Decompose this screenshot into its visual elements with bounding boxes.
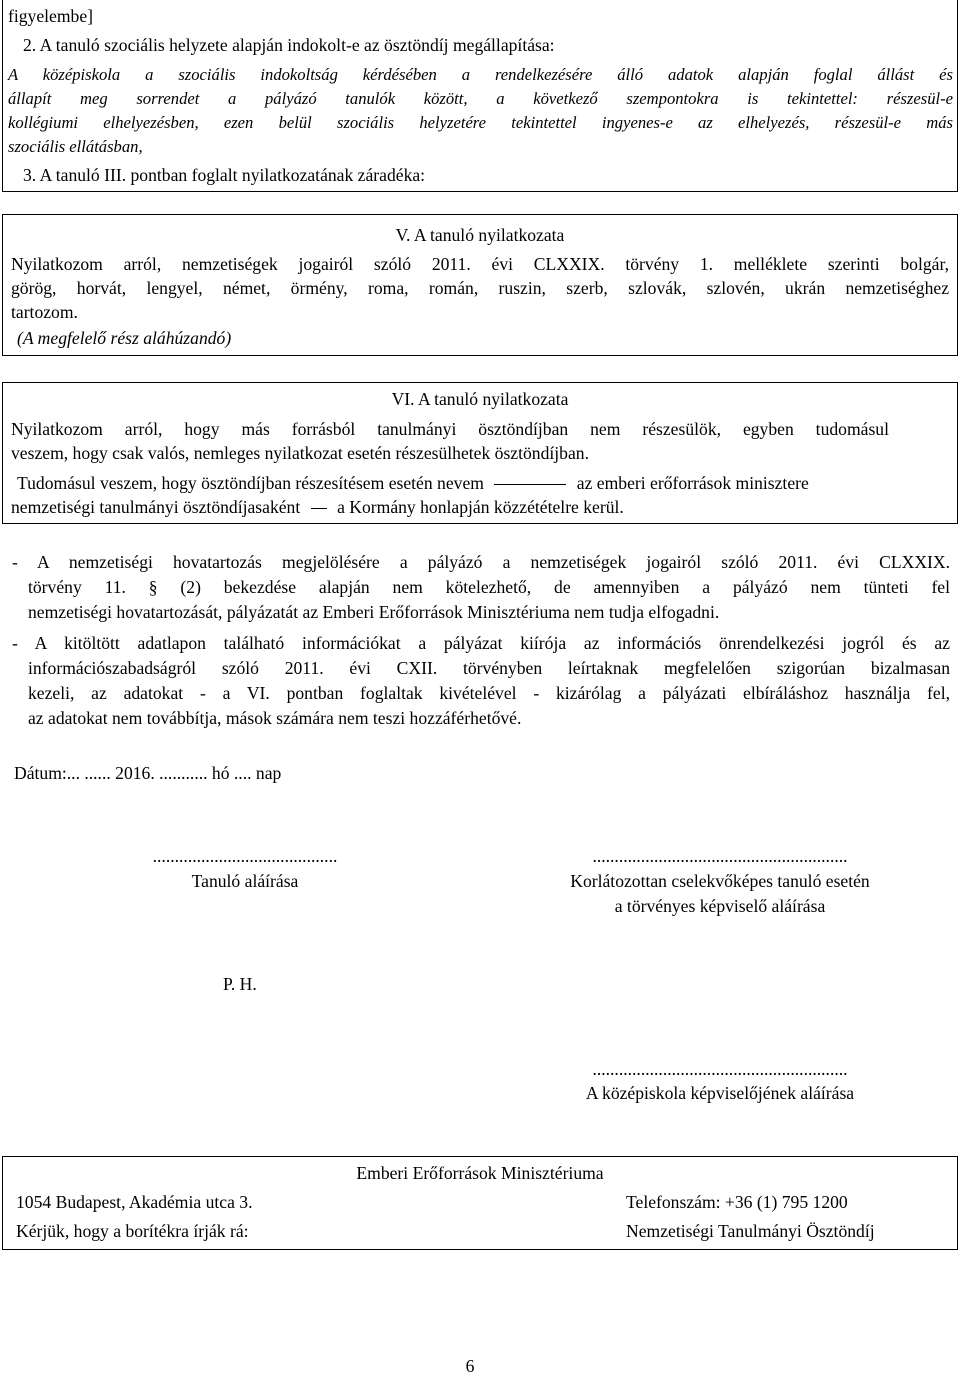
- nationality-line-1: Nyilatkozom arról, nemzetiségek jogairól szóló 2011. évi CLXXIX. törvény 1. melléklete szerinti bolgár,: [11, 254, 949, 274]
- underline-note: (A megfelelő rész aláhúzandó): [17, 328, 232, 348]
- nationality-line-2: görög, horvát, lengyel, német, örmény, roma, román, ruszin, szerb, szlovák, szlovén, ukrán nemzetiséghez: [11, 278, 949, 298]
- question-3: 3. A tanuló III. pontban foglalt nyilatkozatának záradéka:: [23, 165, 426, 185]
- note-1-line-3: nemzetiségi hovatartozását, pályázatát az Emberi Erőforrások Minisztériuma nem tudja elfogadni.: [28, 602, 720, 622]
- page-number: 6: [465, 1356, 475, 1376]
- guardian-signature-dots: ..........................................................: [592, 846, 848, 866]
- dash-rule: [311, 508, 327, 509]
- date-line: Dátum:... ...... 2016. ........... hó .... nap: [14, 763, 282, 783]
- student-signature-label: Tanuló aláírása: [191, 871, 299, 891]
- guardian-signature-label-1: Korlátozottan cselekvőképes tanuló esetén: [570, 871, 870, 891]
- section-box-scholarship: [2, 382, 958, 524]
- envelope-instruction: Kérjük, hogy a borítékra írják rá:: [16, 1221, 249, 1241]
- note-1-line-2: törvény 11. § (2) bekezdése alapján nem kötelezhető, de amennyiben a pályázó nem tünteti fel: [28, 577, 950, 597]
- publication-text-a: Tudomásul veszem, hogy ösztöndíjban részesítésem esetén nevem: [17, 473, 484, 493]
- publication-line-2: [11, 496, 624, 518]
- publication-text-b: az emberi erőforrások minisztere: [576, 473, 809, 493]
- italic-line-1: A középiskola a szociális indokoltság kérdésében a rendelkezésére álló adatok alapján foglal állást és: [8, 65, 953, 84]
- student-signature-dots: ..........................................: [152, 846, 338, 866]
- note-2-line-4: az adatokat nem továbbítja, mások számára nem teszi hozzáférhetővé.: [28, 708, 522, 728]
- question-2: 2. A tanuló szociális helyzete alapján indokolt-e az ösztöndíj megállapítása:: [23, 35, 555, 55]
- ministry-address-box: [2, 1156, 958, 1250]
- italic-line-3: kollégiumi elhelyezésben, ezen belül szociális helyzetére tekintettel ingyenes-e az elhelyezés, részesül-e más: [8, 113, 953, 132]
- publication-text-d: a Kormány honlapján közzétételre kerül.: [337, 497, 624, 517]
- note-1-line-1: - A nemzetiségi hovatartozás megjelölésére a pályázó a nemzetiségek jogairól szóló 2011. évi CLXXIX.: [12, 552, 950, 572]
- publication-line-1: [17, 472, 809, 494]
- note-2-line-2: információszabadságról szóló 2011. évi CXII. törvényben leírtaknak megfelelően szigorúan bizalmasan: [28, 658, 950, 678]
- section-v-title: V. A tanuló nyilatkozata: [395, 225, 565, 245]
- ministry-address: 1054 Budapest, Akadémia utca 3.: [16, 1192, 253, 1212]
- section-box-social: [2, 0, 958, 192]
- statement-line-2: veszem, hogy csak valós, nemleges nyilatkozat esetén részesülhetek ösztöndíjban.: [11, 443, 589, 463]
- school-signature-dots: ..........................................................: [592, 1059, 848, 1079]
- section-box-nationality: [2, 214, 958, 356]
- text-figyelembe: figyelembe]: [8, 6, 93, 26]
- italic-line-2: állapít meg sorrendet a pályázó tanulók között, a következő szempontokra is tekintettel: részesül-e: [8, 89, 953, 108]
- envelope-text: Nemzetiségi Tanulmányi Ösztöndíj: [626, 1221, 875, 1241]
- italic-line-4: szociális ellátásban,: [8, 137, 143, 156]
- note-2-line-1: - A kitöltött adatlapon található információkat a pályázat kiírója az információs önrendelkezési jogról és az: [12, 633, 950, 653]
- dash-rule: [494, 484, 566, 485]
- school-signature-label: A középiskola képviselőjének aláírása: [585, 1083, 855, 1103]
- statement-line-1: Nyilatkozom arról, hogy más forrásból tanulmányi ösztöndíjban nem részesülök, egyben tudomásul: [11, 419, 889, 439]
- nationality-line-3: tartozom.: [11, 302, 78, 322]
- guardian-signature-label-2: a törvényes képviselő aláírása: [614, 896, 826, 916]
- ministry-phone: Telefonszám: +36 (1) 795 1200: [626, 1192, 848, 1212]
- publication-text-c: nemzetiségi tanulmányi ösztöndíjasaként: [11, 497, 301, 517]
- note-2-line-3: kezeli, az adatokat - a VI. pontban foglaltak kivételével - kizárólag a pályázati elbíráláshoz használja fel,: [28, 683, 950, 703]
- stamp-placeholder: P. H.: [223, 974, 257, 994]
- ministry-name: Emberi Erőforrások Minisztériuma: [356, 1163, 604, 1183]
- section-vi-title: VI. A tanuló nyilatkozata: [391, 389, 569, 409]
